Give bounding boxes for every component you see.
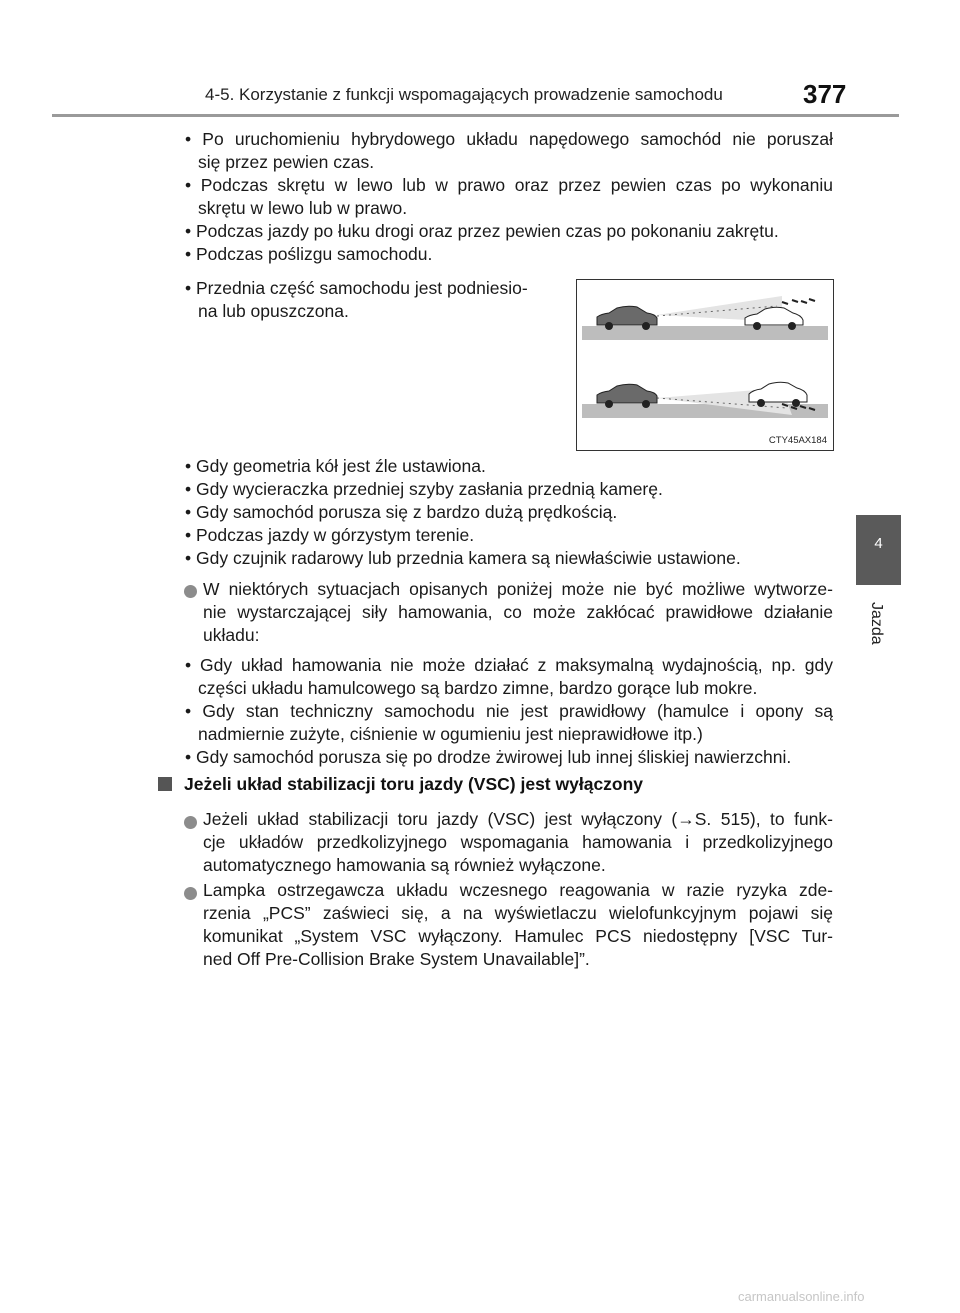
text-line: • Gdy samochód porusza się z bardzo dużą prędkością. [185, 502, 618, 522]
header-section-title: 4-5. Korzystanie z funkcji wspomagających prowadzenie samochodu [205, 85, 723, 104]
text-line: nadmiernie zużyte, ciśnienie w ogumieniu jest nieprawidłowe itp.) [198, 724, 703, 744]
note-pcs-warning [203, 879, 833, 971]
bullet-circle-icon [184, 887, 197, 900]
list-item [185, 455, 833, 478]
text-line: skrętu w lewo lub w prawo. [198, 198, 408, 218]
bullet-list-conditions-1 [185, 128, 833, 266]
text-line: • Gdy samochód porusza się po drodze żwirowej lub innej śliskiej nawierzchni. [185, 747, 792, 767]
text-line: • Gdy stan techniczny samochodu nie jest prawidłowy (hamulce i opony są [185, 701, 833, 721]
text-line: rzenia „PCS” zaświeci się, a na wyświetlaczu wielofunkcyjnym pojawi się [203, 903, 833, 923]
chapter-label: Jazda [868, 602, 885, 645]
section-square-icon [158, 777, 172, 791]
list-item [185, 220, 833, 243]
text-line: W niektórych sytuacjach opisanych poniżej może nie być możliwe wytworze- [203, 579, 833, 599]
list-item [185, 277, 555, 323]
header-divider [52, 114, 899, 117]
list-item [185, 174, 833, 220]
text-line: • Podczas jazdy po łuku drogi oraz przez pewien czas po pokonaniu zakrętu. [185, 221, 779, 241]
text-line: się przez pewien czas. [198, 152, 375, 172]
text-line: ned Off Pre-Collision Brake System Unavailable]”. [203, 949, 590, 969]
chapter-number: 4 [874, 535, 883, 552]
text-line: na lub opuszczona. [198, 301, 349, 321]
bullet-circle-icon [184, 585, 197, 598]
text-line: • Podczas poślizgu samochodu. [185, 244, 433, 264]
text-line: Lampka ostrzegawcza układu wczesnego reagowania w razie ryzyka zde- [203, 880, 833, 900]
text-line: cje układów przedkolizyjnego wspomagania hamowania i przedkolizyjnego [203, 832, 833, 852]
text-line: automatycznego hamowania są również wyłączone. [203, 855, 606, 875]
list-item [185, 128, 833, 174]
text-line: części układu hamulcowego są bardzo zimne, bardzo gorące lub mokre. [198, 678, 758, 698]
vehicle-pitch-drawing [577, 280, 833, 450]
list-item [185, 243, 833, 266]
list-item [185, 547, 833, 570]
list-item [185, 501, 833, 524]
road-surface-bottom [582, 404, 828, 418]
text-line: • Przednia część samochodu jest podniesio- [185, 278, 528, 298]
text-line: Jeżeli układ stabilizacji toru jazdy (VSC) jest wyłączony (→S. 515), to funk- [203, 809, 833, 829]
note-vsc-off [203, 808, 833, 877]
page-number: 377 [803, 79, 847, 109]
text-line: • Gdy geometria kół jest źle ustawiona. [185, 456, 486, 476]
illustration-vehicle-pitch [576, 279, 834, 451]
text-line: • Po uruchomieniu hybrydowego układu napędowego samochód nie poruszał [185, 129, 833, 149]
section-heading-vsc-off: Jeżeli układ stabilizacji toru jazdy (VSC) jest wyłączony [184, 774, 644, 794]
list-item [185, 654, 833, 700]
text-line: • Gdy czujnik radarowy lub przednia kamera są niewłaściwie ustawione. [185, 548, 741, 568]
list-item [185, 746, 833, 769]
bullet-circle-icon [184, 816, 197, 829]
text-line: układu: [203, 625, 260, 645]
bullet-list-figure-condition [185, 277, 555, 323]
bullet-list-conditions-2 [185, 455, 833, 570]
text-line: komunikat „System VSC wyłączony. Hamulec PCS niedostępny [VSC Tur- [203, 926, 833, 946]
text-line: • Gdy wycieraczka przedniej szyby zasłania przednią kamerę. [185, 479, 663, 499]
text-line: • Gdy układ hamowania nie może działać z maksymalną wydajnością, np. gdy [185, 655, 833, 675]
list-item [185, 700, 833, 746]
list-item [185, 478, 833, 501]
text-line: • Podczas skrętu w lewo lub w prawo oraz przez pewien czas po wykonaniu [185, 175, 833, 195]
list-item [185, 524, 833, 547]
watermark: carmanualsonline.info [738, 1289, 865, 1304]
text-line: • Podczas jazdy w górzystym terenie. [185, 525, 475, 545]
radar-marks-top [782, 299, 815, 304]
chapter-tab[interactable] [856, 515, 901, 585]
bullet-list-conditions-3 [185, 654, 833, 769]
note-brake-force [203, 578, 833, 647]
text-line: nie wystarczającej siły hamowania, co może zakłócać prawidłowe działanie [203, 602, 833, 622]
figure-code: CTY45AX184 [768, 435, 827, 446]
